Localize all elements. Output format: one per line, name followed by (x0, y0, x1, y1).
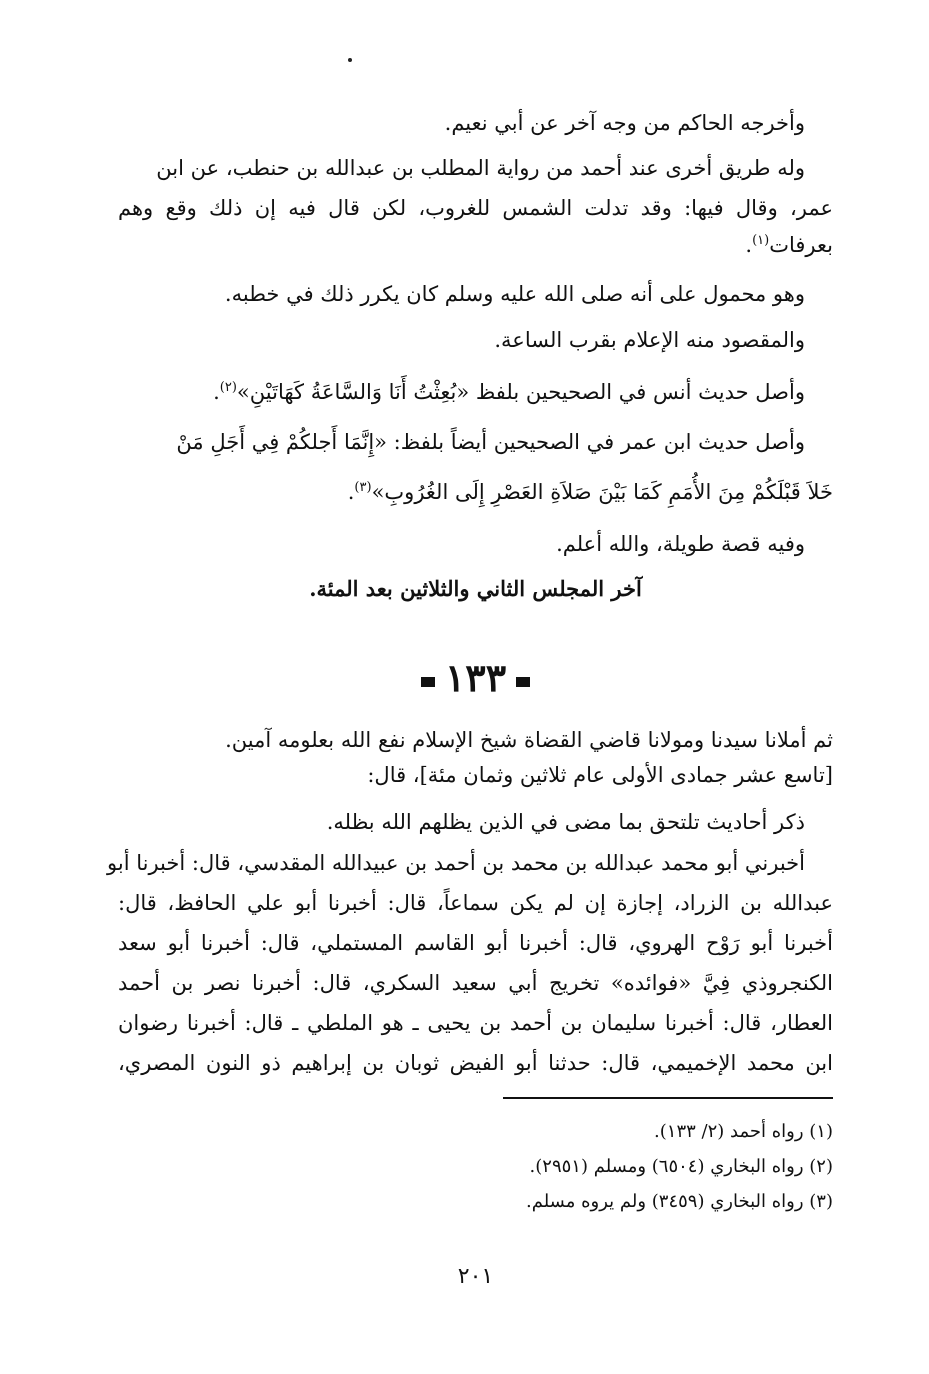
text-line: عبدالله بن الزراد، إجازة إن لم يكن سماعاً، قال: أخبرنا أبو علي الحافظ، قال: (118, 891, 833, 915)
text-line: أخبرنا أبو رَوْح الهروي، قال: أخبرنا أبو القاسم المستملي، قال: أخبرنا أبو سعد (118, 931, 833, 955)
text-line: بعرفات$^{(١)}$. (745, 233, 833, 257)
footnote: (٢) رواه البخاري (٦٥٠٤) ومسلم (٢٩٥١). (529, 1156, 833, 1177)
text-line: وأصل حديث أنس في الصحيحين بلفظ «بُعِثْتُ أَنَا وَالسَّاعَةُ كَهَاتَيْنِ»$^{(٢)}$. (213, 380, 805, 404)
text-line: أخبرني أبو محمد عبدالله بن محمد بن أحمد بن عبيدالله المقدسي، قال: أخبرنا أبو (107, 851, 805, 875)
footnote-ref: (٢) (219, 380, 237, 395)
section-number-value: ١٣٣ (444, 655, 507, 700)
text-line: وهو محمول على أنه صلى الله عليه وسلم كان يكرر ذلك في خطبه. (224, 282, 805, 306)
text-line: والمقصود منه الإعلام بقرب الساعة. (494, 328, 805, 352)
book-page (107, 0, 833, 1374)
session-end-heading: آخر المجلس الثاني والثلاثين بعد المئة. (309, 576, 642, 601)
text-fragment: بعرفات (769, 233, 833, 257)
text-line: وأصل حديث ابن عمر في الصحيحين أيضاً بلفظ: «إِنَّمَا أَجلكُمْ فِي أَجَلِ مَنْ (176, 430, 805, 454)
text-line: الكنجروذي فِيَّ «فوائده» تخريج أبي سعيد السكري، قال: أخبرنا نصر بن أحمد (118, 971, 833, 995)
footnote-ref: (٣) (354, 480, 372, 495)
page-number: ٢٠١ (457, 1264, 494, 1289)
text-line: ابن محمد الإخميمي، قال: حدثنا أبو الفيض ثوبان بن إبراهيم ذو النون المصري، (118, 1051, 833, 1075)
footnote: (٣) رواه البخاري (٣٤٥٩) ولم يروه مسلم. (526, 1191, 833, 1212)
dash-mark (516, 677, 530, 687)
dash-mark (421, 677, 435, 687)
text-line: عمر، وقال فيها: وقد تدلت الشمس للغروب، لكن قال فيه إن ذلك وقع وهم (118, 196, 833, 220)
footnote-ref: (١) (752, 233, 770, 248)
footnote-separator (503, 1097, 833, 1099)
text-line: وله طريق أخرى عند أحمد من رواية المطلب بن عبدالله بن حنطب، عن ابن (156, 156, 805, 180)
section-number (118, 648, 833, 708)
footnote: (١) رواه أحمد (٢/ ١٣٣). (654, 1121, 833, 1142)
text-line: ثم أملانا سيدنا ومولانا قاضي القضاة شيخ الإسلام نفع الله بعلومه آمين. (225, 728, 833, 752)
text-line: ذكر أحاديث تلتحق بما مضى في الذين يظلهم الله بظله. (326, 810, 805, 834)
text-line: وفيه قصة طويلة، والله أعلم. (556, 532, 805, 556)
text-line: خَلاَ قَبْلَكُمْ مِنَ الأُمَمِ كَمَا بَيْنَ صَلاَةِ العَصْرِ إِلَى الغُرُوبِ»$^{(٣)}$. (347, 480, 833, 504)
hadith-text: خَلاَ قَبْلَكُمْ مِنَ الأُمَمِ كَمَا بَيْنَ صَلاَةِ العَصْرِ إِلَى الغُرُوبِ» (371, 480, 833, 504)
ink-speck (348, 58, 352, 62)
text-line: العطار، قال: أخبرنا سليمان بن أحمد بن يحيى ـ هو الملطي ـ قال: أخبرنا رضوان (118, 1011, 833, 1035)
text-line: [تاسع عشر جمادى الأولى عام ثلاثين وثمان مئة]، قال: (367, 763, 833, 787)
text-line: وأخرجه الحاكم من وجه آخر عن أبي نعيم. (444, 111, 805, 135)
hadith-text: وأصل حديث أنس في الصحيحين بلفظ «بُعِثْتُ أَنَا وَالسَّاعَةُ كَهَاتَيْنِ» (236, 380, 805, 404)
